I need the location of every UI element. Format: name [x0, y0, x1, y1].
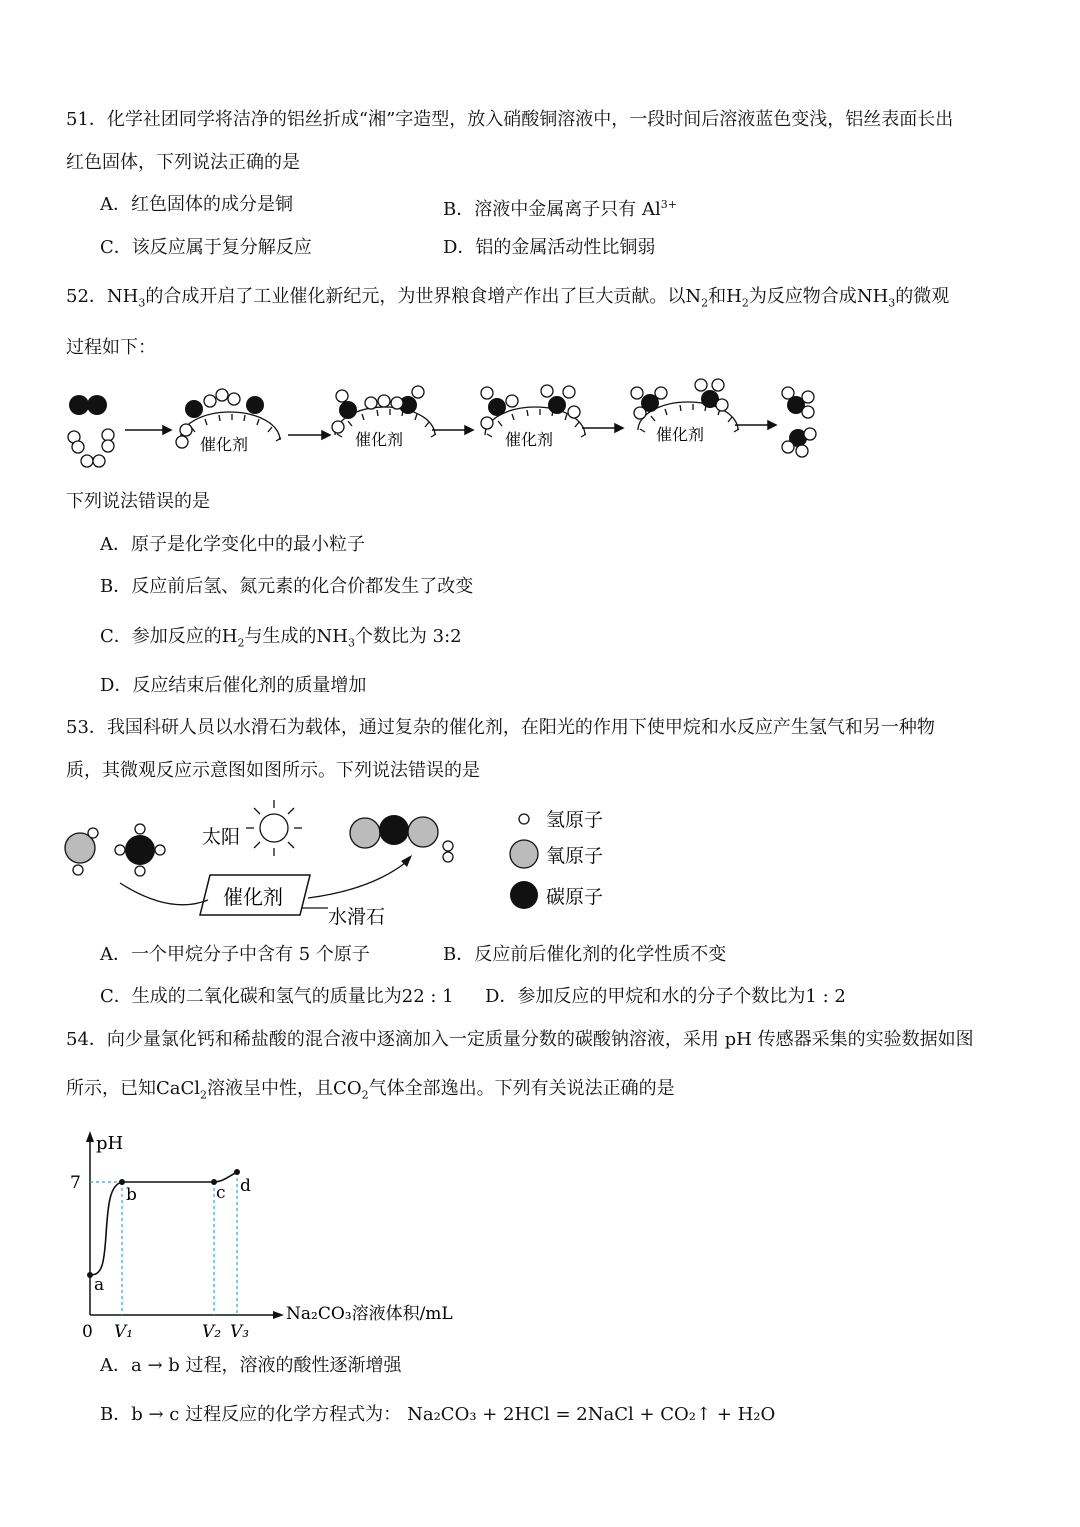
chart-series-line	[90, 1172, 237, 1275]
chart-xtick-v2: V₂	[202, 1322, 222, 1342]
q51-option-c: C．该反应属于复分解反应	[100, 237, 312, 258]
q51-stem-line2: 红色固体，下列说法正确的是	[66, 152, 300, 173]
q52-option-a: A．原子是化学变化中的最小粒子	[100, 534, 365, 555]
q51-option-b: B．溶液中金属离子只有 $Al^{3+}$	[443, 198, 677, 220]
q52-stem-line1: 52．$NH_3$的合成开启了工业催化新纪元，为世界粮食增产作出了巨大贡献。以$N_2$和$H_2$为反应物合成$NH_3$的微观	[66, 286, 950, 310]
q54-option-b: B．b → c 过程反应的化学方程式为： Na₂CO₃ + 2HCl = 2NaCl + CO₂↑ + H₂O	[100, 1404, 776, 1425]
ph-chart	[60, 1125, 453, 1342]
q53-option-a: A．一个甲烷分子中含有 5 个原子	[100, 944, 370, 965]
chart-xtick-v3: V₃	[230, 1322, 250, 1342]
q53-reaction-diagram	[60, 795, 660, 930]
legend-carbon: 碳原子	[546, 886, 604, 908]
catalyst-label-4: 催化剂	[656, 425, 705, 444]
catalyst-label-2: 催化剂	[355, 430, 404, 449]
catalyst-label-1: 催化剂	[200, 435, 249, 454]
q53-stem-line2: 质，其微观反应示意图如图所示。下列说法错误的是	[66, 760, 480, 781]
chart-label-a: a	[94, 1275, 105, 1295]
chart-ylabel: pH	[96, 1133, 124, 1154]
chart-xtick-v1: V₁	[114, 1322, 134, 1342]
chart-point-a	[87, 1272, 93, 1278]
q52-option-b: B．反应前后氢、氮元素的化合价都发生了改变	[100, 576, 474, 597]
q52-stem-line2: 过程如下：	[66, 337, 156, 358]
q51-option-a: A．红色固体的成分是铜	[100, 194, 293, 215]
catalyst-box-label: 催化剂	[223, 885, 283, 909]
chart-label-d: d	[240, 1176, 251, 1196]
q53-stem-line1: 53．我国科研人员以水滑石为载体，通过复杂的催化剂，在阳光的作用下使甲烷和水反应产生氢气和另一种物	[66, 717, 935, 738]
q54-stem-line2: 所示，已知CaCl$_2$溶液呈中性，且$CO_2$气体全部逸出。下列有关说法正确的是	[66, 1078, 675, 1102]
q53-option-d: D．参加反应的甲烷和水的分子个数比为1 : 2	[485, 986, 846, 1007]
sun-label: 太阳	[202, 826, 241, 848]
q52-reaction-diagram	[60, 385, 840, 475]
catalyst-label-3: 催化剂	[505, 430, 554, 449]
q52-option-d: D．反应结束后催化剂的质量增加	[100, 675, 367, 696]
q53-option-b: B．反应前后催化剂的化学性质不变	[443, 944, 727, 965]
q51-option-d: D．铝的金属活动性比铜弱	[443, 237, 656, 258]
legend-oxygen: 氧原子	[546, 845, 604, 867]
q54-option-a: A．a → b 过程，溶液的酸性逐渐增强	[100, 1355, 402, 1376]
chart-point-b	[119, 1179, 125, 1185]
q52-ask: 下列说法错误的是	[66, 491, 210, 512]
chart-xtick-0: 0	[82, 1322, 93, 1342]
q52-option-c: C．参加反应的$H_2$与生成的$NH_3$个数比为 3:2	[100, 626, 462, 650]
q53-option-c: C．生成的二氧化碳和氢气的质量比为22 : 1	[100, 986, 454, 1007]
chart-label-c: c	[216, 1183, 226, 1203]
q54-equation: Na₂CO₃ + 2HCl = 2NaCl + CO₂↑ + H₂O	[407, 1404, 776, 1425]
chart-label-b: b	[126, 1185, 137, 1205]
chart-ytick-7: 7	[70, 1173, 81, 1193]
q51-stem-line1: 51．化学社团同学将洁净的铝丝折成“湘”字造型，放入硝酸铜溶液中，一段时间后溶液蓝色变浅，铝丝表面长出	[66, 109, 954, 130]
q54-stem-line1: 54．向少量氯化钙和稀盐酸的混合液中逐滴加入一定质量分数的碳酸钠溶液，采用 pH 传感器采集的实验数据如图	[66, 1029, 974, 1050]
support-label: 水滑石	[328, 906, 386, 928]
chart-xlabel: Na₂CO₃溶液体积/mL	[286, 1304, 453, 1324]
chart-point-d	[234, 1169, 240, 1175]
legend-hydrogen: 氢原子	[546, 809, 604, 831]
